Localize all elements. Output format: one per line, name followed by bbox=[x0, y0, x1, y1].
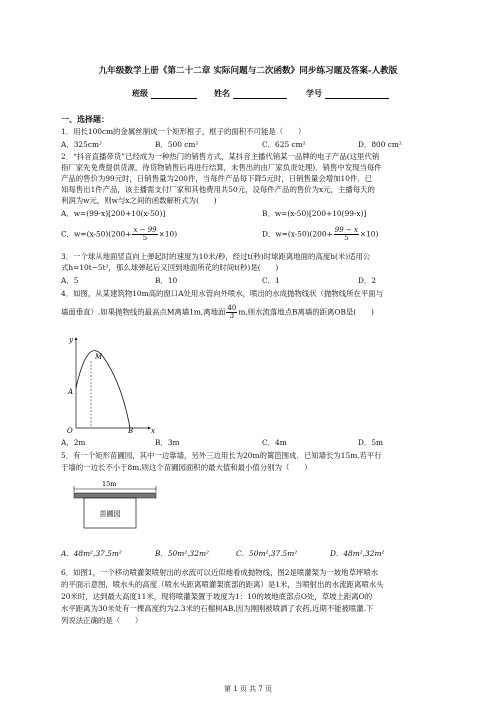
q5-option-b: B．50m²,32m² bbox=[155, 549, 209, 558]
q2-option-a: A．w=(99-x)[200+10(x-50)] bbox=[61, 209, 166, 218]
document-title: 九年级数学上册《第二十二章 实际问题与二次函数》同步练习题及答案-人教版 bbox=[98, 66, 398, 76]
point-b-label: B bbox=[128, 427, 134, 434]
q2-line-2: 指厂家先免费提供货源，待货物销售后再进行结算，未售出的由厂家负责处理)．销售中发现当每件 bbox=[61, 163, 382, 172]
q2-option-b: B．w=(x-50)[200+10(99-x)] bbox=[262, 209, 367, 218]
q1-option-b: B．500 cm² bbox=[155, 140, 199, 149]
garden-label: 苗圃园 bbox=[99, 510, 121, 518]
q2-line-5: 利润为w元，则w与x之间的函数解析式为( ) bbox=[61, 196, 217, 205]
q3-option-b: B．10 bbox=[155, 276, 178, 285]
name-field[interactable] bbox=[214, 88, 287, 99]
q3-line-1: 3．一个球从地面竖直向上弹起时的速度为10米/秒，经过t(秒)时球距离地面的高度h(米)适用公 bbox=[61, 252, 371, 261]
id-blank[interactable] bbox=[325, 89, 389, 99]
q1-option-c: C．625 cm² bbox=[262, 140, 306, 149]
q1-option-a: A．325cm² bbox=[61, 140, 102, 149]
q5-line-2: 于墙的一边长不小于8m,则这个苗圃园面积的最大值和最小值分别为（ ） bbox=[61, 463, 312, 472]
name-blank[interactable] bbox=[233, 89, 287, 99]
q4-line-2: 墙面垂直）.如果抛物线的最高点M离墙1m,离地面 $\frac{40}{3}$ m,则水流落地点B离墙的距离OB是( ) bbox=[61, 304, 374, 320]
section-heading: 一、选择题： bbox=[61, 114, 109, 124]
q1-stem: 1．用长100cm的金属丝制成一个矩形框子，框子的面积不可能是（ ） bbox=[61, 127, 306, 136]
water-parabola bbox=[76, 351, 130, 428]
q5-garden-figure bbox=[72, 478, 158, 534]
q1-option-d: D．800 cm² bbox=[358, 140, 402, 149]
name-label: 姓名 bbox=[214, 88, 230, 98]
q4-line-1: 4．如图，从某建筑物10m高的窗口A处用水管向外喷水，喷出的水成抛物线状（抛物线所在平面与 bbox=[61, 289, 384, 298]
q4-parabola-figure bbox=[58, 330, 158, 434]
q3-line-2: 式h=10t−5t²，那么球弹起后又回到地面所花的时间t(秒)是( ) bbox=[61, 263, 279, 272]
q6-line-1: 6．如图1，一个移动喷灌架喷射出的水流可以近似地看成抛物线，图2是喷灌架为一坡地草坪喷水 bbox=[61, 568, 379, 577]
fraction: $\frac{x - 99}{5}$ bbox=[133, 226, 157, 242]
fraction: $\frac{99 - x}{5}$ bbox=[334, 226, 358, 242]
q6-line-5: 列说法正确的是（ ） bbox=[61, 616, 143, 625]
point-a-label: A bbox=[68, 388, 74, 396]
q5-option-a: A．48m²,37.5m² bbox=[61, 549, 122, 558]
wall bbox=[74, 493, 156, 498]
q4-option-b: B．3m bbox=[155, 438, 180, 447]
wall-length-label: 15m bbox=[102, 480, 117, 488]
q5-option-d: D．48m²,32m² bbox=[330, 549, 385, 558]
q2-line-1: 2．“抖音直播带货”已经成为一种热门的销售方式，某抖音主播代销某一品牌的电子产品(这里代销 bbox=[61, 152, 380, 161]
id-label: 学号 bbox=[306, 88, 322, 98]
q2-option-d: D．w=(x-50)(200+ $\frac{99 - x}{5}$ ×10) bbox=[262, 226, 379, 242]
q4-option-a: A．2m bbox=[61, 438, 86, 447]
class-field[interactable] bbox=[132, 88, 197, 99]
q2-line-4: 知每售出1件产品，该主播需支付厂家和其他费用共50元，设每件产品的售价为x元，主播每天的 bbox=[61, 185, 375, 194]
q2-option-c: C．w=(x-50)(200+ $\frac{x - 99}{5}$ ×10) bbox=[61, 226, 178, 242]
q5-line-1: 5．有一个矩形苗圃园，其中一边靠墙，另外三边用长为20m的篱笆围成．已知墙长为15m,若平行 bbox=[61, 451, 382, 460]
q3-option-d: D．2 bbox=[358, 276, 377, 285]
q2-line-3: 产品的售价为99元时，日销售量为200件，当每件产品每下降5元时，日销售量会增加10件．已 bbox=[61, 174, 373, 183]
point-m-label: M bbox=[95, 353, 103, 361]
fraction: $\frac{40}{3}$ bbox=[227, 304, 237, 320]
class-blank[interactable] bbox=[151, 89, 197, 99]
origin-label: O bbox=[67, 427, 73, 434]
q6-line-3: 20米时，达到最大高度11米，现将喷灌架置于坡度为1：10的坡地底部点O处，草坡上距离O的 bbox=[61, 592, 373, 601]
x-label: x bbox=[151, 427, 155, 434]
y-axis-arrow bbox=[75, 337, 78, 340]
q3-option-a: A．5 bbox=[61, 276, 79, 285]
y-label: y bbox=[69, 336, 73, 344]
q6-line-2: 的平面示意图，喷水头的高度（喷水头距离喷灌架底部的距离）是1米，当喷射出的水流距离喷水头 bbox=[61, 580, 384, 589]
page-footer: 第 1 页 共 7 页 bbox=[223, 685, 273, 693]
q6-line-4: 水平距离为30米处有一棵高度约为2.3米的石榴树AB,因为刚刚被喷洒了农药,近期不能被喷灌.下 bbox=[61, 604, 374, 613]
class-label: 班级 bbox=[132, 88, 148, 98]
q3-option-c: C．1 bbox=[262, 276, 280, 285]
q5-option-c: C．50m²,37.5m² bbox=[236, 549, 298, 558]
q4-option-d: D．5m bbox=[358, 438, 384, 447]
q4-option-c: C．4m bbox=[262, 438, 287, 447]
id-field[interactable] bbox=[306, 88, 389, 99]
